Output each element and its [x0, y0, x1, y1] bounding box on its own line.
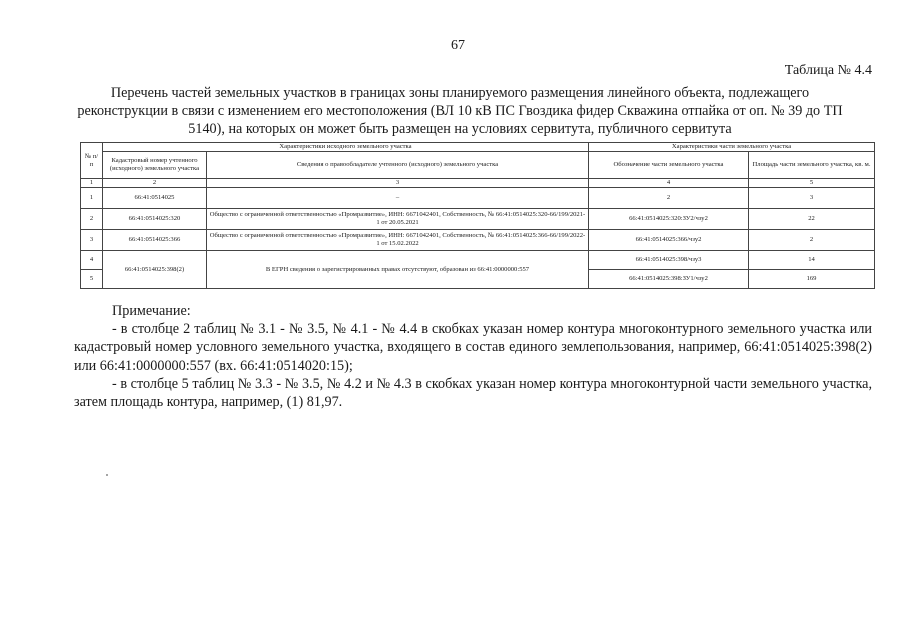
table-row [81, 251, 875, 270]
note-item: - в столбце 2 таблиц № 3.1 - № 3.5, № 4.1 - № 4.4 в скобках указан номер контура многоконтурного земельного участка или кадастровый номер условного земельного участка, входящего в состав единого землепользования, например, 66:41:0514025:398(2) или 66:41:0000000:557 (вх. 66:41:0514020:15); [74, 321, 872, 374]
cell-num: 1 [81, 188, 103, 209]
cell-area: 169 [749, 270, 875, 289]
header-cadastral: Кадастровый номер учтенного (исходного) земельного участка [103, 152, 207, 179]
cell-owner: В ЕГРН сведения о зарегистрированных правах отсутствуют, образован из 66:41:0000000:557 [207, 251, 589, 289]
cell-area: 2 [749, 230, 875, 251]
cell-designation: 66:41:0514025:398/чзу3 [589, 251, 749, 270]
scan-speck [106, 474, 108, 476]
note-item: - в столбце 5 таблиц № 3.3 - № 3.5, № 4.2 и № 4.3 в скобках указан номер контура многоконтурной части земельного участка, затем площадь контура, например, (1) 81,97. [74, 375, 872, 411]
header-area: Площадь части земельного участка, кв. м. [749, 152, 875, 179]
table-row [81, 209, 875, 230]
column-number: 3 [207, 179, 589, 188]
cell-cadastral: 66:41:0514025 [103, 188, 207, 209]
table-caption: Перечень частей земельных участков в границах зоны планируемого размещения линейного объекта, подлежащего реконструкции в связи с изменением его местоположения (ВЛ 10 кВ ПС Гвоздика фидер Скважина отпайка от оп. № 39 до ТП 5140), на которых он может быть размещен на условиях сервитута, публичного сервитута [77, 85, 843, 137]
cell-area: 3 [749, 188, 875, 209]
column-number: 4 [589, 179, 749, 188]
land-parts-table [80, 142, 875, 289]
table-row [81, 230, 875, 251]
cell-area: 14 [749, 251, 875, 270]
table-label: Таблица № 4.4 [784, 63, 872, 78]
notes-title: Примечание: [112, 303, 191, 319]
cell-owner: – [207, 188, 589, 209]
cell-designation: 66:41:0514025:398:ЗУ1/чзу2 [589, 270, 749, 289]
cell-cadastral: 66:41:0514025:366 [103, 230, 207, 251]
page-number: 67 [451, 38, 465, 53]
cell-cadastral: 66:41:0514025:320 [103, 209, 207, 230]
header-group-part: Характеристики части земельного участка [589, 143, 875, 152]
cell-num: 2 [81, 209, 103, 230]
cell-num: 3 [81, 230, 103, 251]
cell-owner: Общество с ограниченной ответственностью «Промразвитие», ИНН: 6671042401, Собственность, № 66:41:0514025:320-66/199/2021-1 от 20.05.2021 [207, 209, 589, 230]
cell-num: 4 [81, 251, 103, 270]
cell-area: 22 [749, 209, 875, 230]
cell-designation: 2 [589, 188, 749, 209]
header-num: № п/ п [81, 143, 103, 179]
table-row [81, 188, 875, 209]
cell-owner: Общество с ограниченной ответственностью «Промразвитие», ИНН: 6671042401, Собственность, № 66:41:0514025:366-66/199/2022-1 от 15.02.2022 [207, 230, 589, 251]
header-group-source: Характеристики исходного земельного участка [103, 143, 589, 152]
cell-cadastral: 66:41:0514025:398(2) [103, 251, 207, 289]
header-owner: Сведения о правообладателе учтенного (исходного) земельного участка [207, 152, 589, 179]
column-number: 1 [81, 179, 103, 188]
header-designation: Обозначение части земельного участка [589, 152, 749, 179]
cell-num: 5 [81, 270, 103, 289]
column-number: 2 [103, 179, 207, 188]
column-number: 5 [749, 179, 875, 188]
notes-section [74, 302, 872, 411]
cell-designation: 66:41:0514025:366/чзу2 [589, 230, 749, 251]
cell-designation: 66:41:0514025:320:ЗУ2/чзу2 [589, 209, 749, 230]
